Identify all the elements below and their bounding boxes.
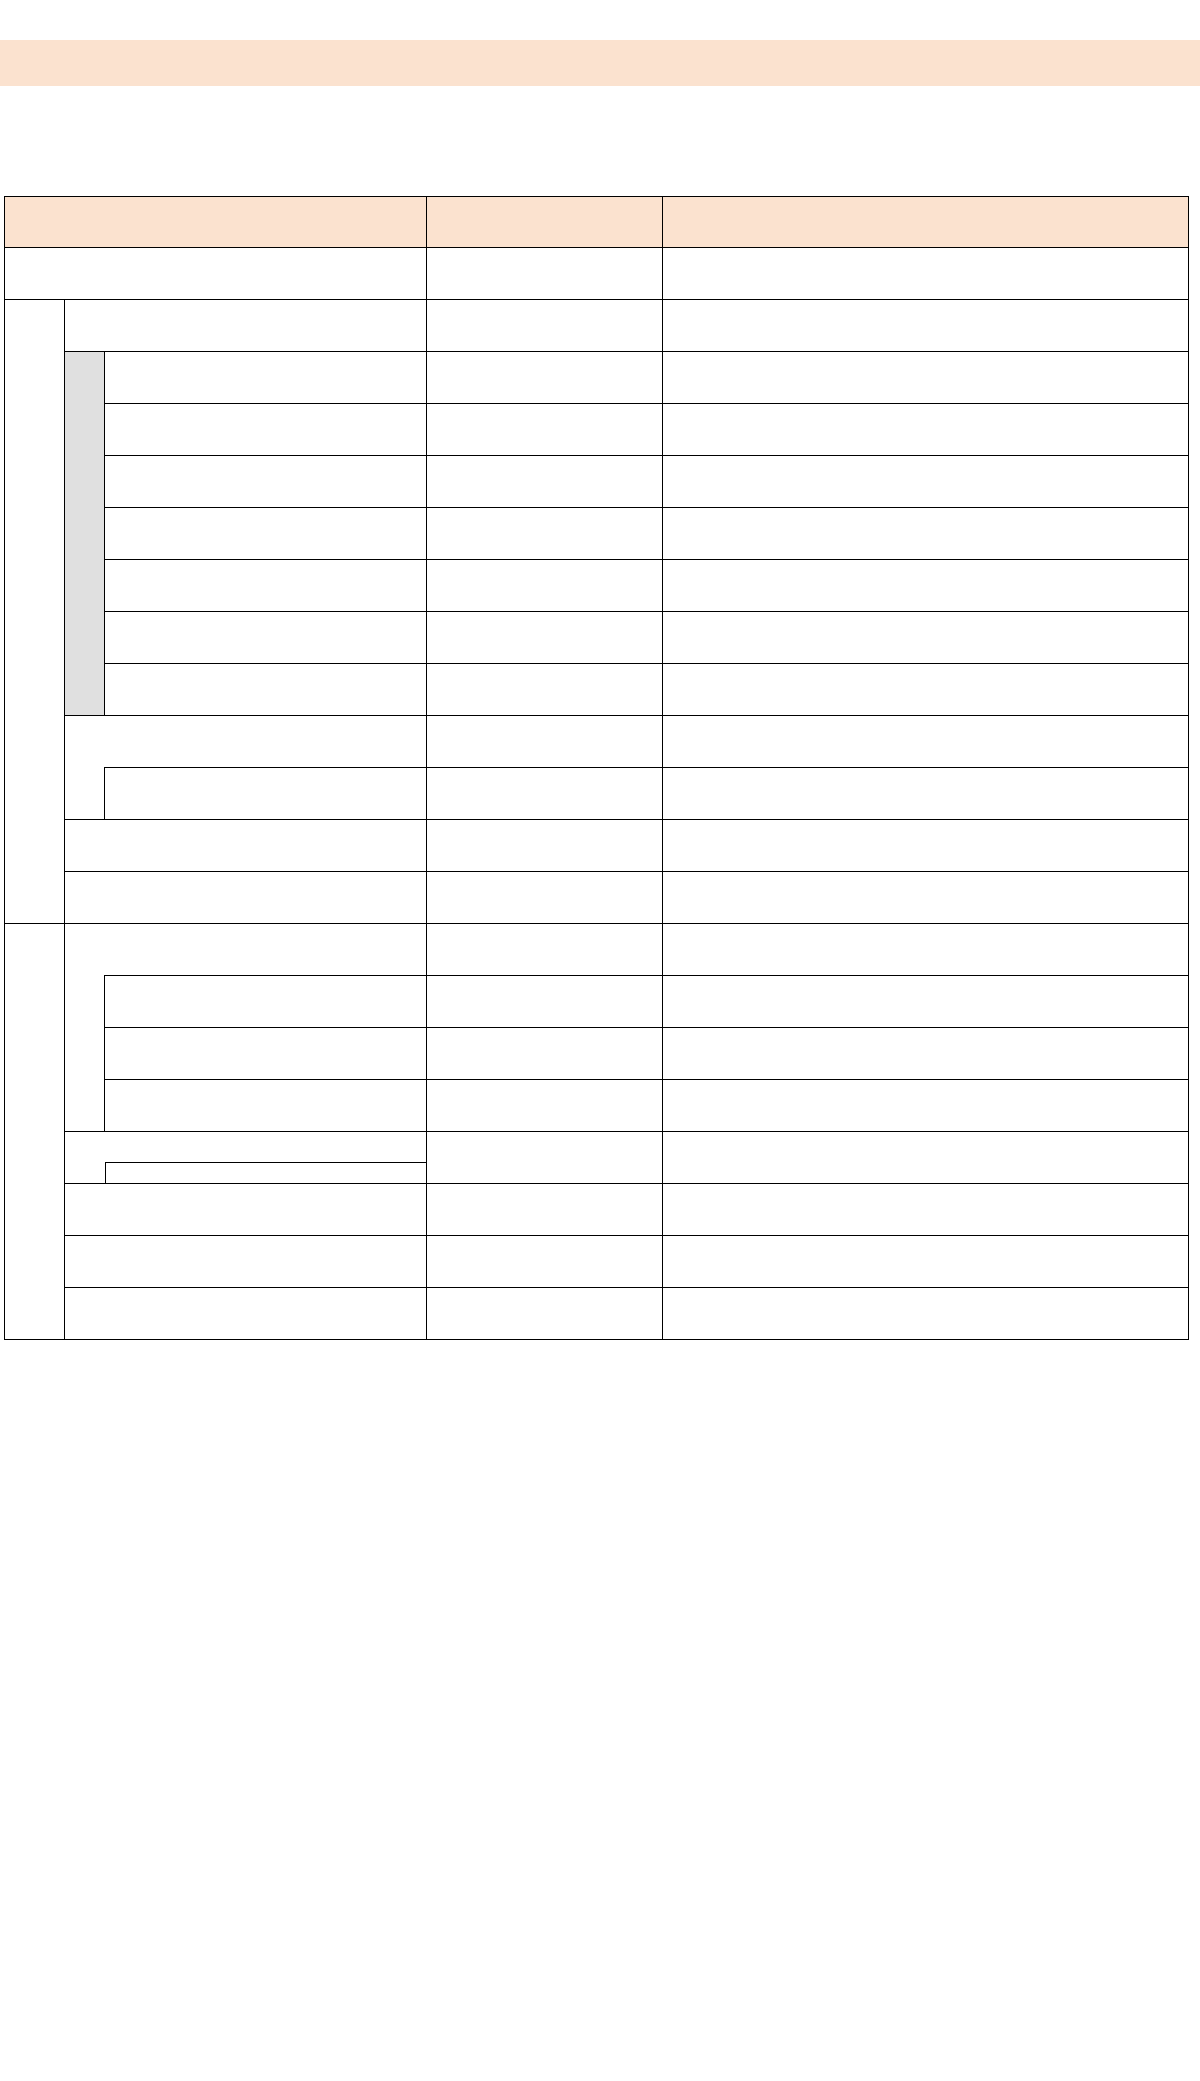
notes-cell bbox=[663, 924, 1189, 976]
notes-cell bbox=[663, 352, 1189, 404]
notes-cell bbox=[663, 768, 1189, 820]
notes-cell bbox=[663, 664, 1189, 716]
store-name bbox=[65, 1288, 427, 1340]
store-name bbox=[65, 300, 427, 352]
table-row bbox=[5, 300, 1189, 352]
notes-cell bbox=[663, 716, 1189, 768]
table-row bbox=[5, 508, 1189, 560]
notes-cell bbox=[663, 560, 1189, 612]
table-row bbox=[5, 872, 1189, 924]
hours-cell bbox=[427, 1132, 663, 1184]
notes-cell bbox=[663, 404, 1189, 456]
floor-label bbox=[5, 924, 65, 1340]
hours-cell bbox=[427, 1288, 663, 1340]
table-row bbox=[5, 1236, 1189, 1288]
store-name bbox=[105, 456, 427, 508]
hours-cell bbox=[427, 768, 663, 820]
hours-cell bbox=[427, 820, 663, 872]
hours-cell bbox=[427, 560, 663, 612]
indent-cell bbox=[65, 976, 105, 1132]
table-row bbox=[5, 976, 1189, 1028]
store-name bbox=[65, 820, 427, 872]
col-header-store bbox=[5, 197, 663, 248]
store-name bbox=[105, 560, 427, 612]
store-name bbox=[105, 404, 427, 456]
store-name bbox=[105, 1028, 427, 1080]
store-name bbox=[65, 716, 427, 768]
hours-cell bbox=[427, 456, 663, 508]
floor-label bbox=[5, 300, 65, 924]
table-row bbox=[5, 352, 1189, 404]
notes-cell bbox=[663, 872, 1189, 924]
hours-cell bbox=[427, 872, 663, 924]
hours-cell bbox=[427, 664, 663, 716]
store-name bbox=[65, 1236, 427, 1288]
notes-cell bbox=[663, 1080, 1189, 1132]
notes-cell bbox=[663, 820, 1189, 872]
hours-cell bbox=[427, 716, 663, 768]
table-row bbox=[5, 560, 1189, 612]
table-row bbox=[5, 820, 1189, 872]
theater-schedule bbox=[663, 1132, 1189, 1184]
notes-cell bbox=[663, 248, 1189, 300]
table-row bbox=[5, 1184, 1189, 1236]
hours-cell bbox=[427, 404, 663, 456]
store-name bbox=[105, 664, 427, 716]
table-row bbox=[5, 612, 1189, 664]
table-row bbox=[5, 716, 1189, 768]
theater-name bbox=[105, 1162, 427, 1183]
col-header-hours-label bbox=[426, 197, 662, 247]
table-row bbox=[5, 197, 1189, 248]
store-name bbox=[65, 924, 427, 976]
table-row bbox=[5, 664, 1189, 716]
store-name bbox=[65, 1184, 427, 1236]
period-band bbox=[0, 40, 1200, 86]
table-row bbox=[5, 1132, 1189, 1184]
hours-cell bbox=[427, 1080, 663, 1132]
store-name bbox=[105, 768, 427, 820]
notes-cell bbox=[663, 1288, 1189, 1340]
table-row bbox=[5, 456, 1189, 508]
hours-cell bbox=[427, 1236, 663, 1288]
notes-cell bbox=[663, 1236, 1189, 1288]
hours-cell bbox=[427, 1028, 663, 1080]
col-header-notes bbox=[663, 197, 1189, 248]
hours-cell bbox=[427, 300, 663, 352]
col-header-store-label bbox=[5, 197, 426, 247]
notes-cell bbox=[663, 612, 1189, 664]
hours-cell bbox=[427, 1184, 663, 1236]
hours-cell bbox=[427, 248, 663, 300]
notes-cell bbox=[663, 1028, 1189, 1080]
store-name bbox=[65, 872, 427, 924]
table-row bbox=[5, 248, 1189, 300]
hours-table bbox=[4, 196, 1189, 1340]
notes-cell bbox=[663, 508, 1189, 560]
table-row bbox=[5, 924, 1189, 976]
hours-cell bbox=[427, 924, 663, 976]
notes-cell bbox=[663, 976, 1189, 1028]
table-row bbox=[5, 404, 1189, 456]
notes-cell bbox=[663, 1184, 1189, 1236]
hours-cell bbox=[427, 508, 663, 560]
store-name bbox=[105, 612, 427, 664]
souvenir-corner-label bbox=[65, 352, 105, 716]
forest-hall-cell bbox=[65, 1132, 427, 1184]
store-name bbox=[105, 976, 427, 1028]
store-name bbox=[105, 1080, 427, 1132]
hours-cell bbox=[427, 976, 663, 1028]
store-name bbox=[105, 352, 427, 404]
notes-cell bbox=[663, 456, 1189, 508]
table-row bbox=[5, 1080, 1189, 1132]
hours-cell bbox=[427, 352, 663, 404]
hours-cell bbox=[427, 612, 663, 664]
parking-name bbox=[5, 248, 427, 300]
table-row bbox=[5, 1028, 1189, 1080]
store-name bbox=[105, 508, 427, 560]
table-row bbox=[5, 768, 1189, 820]
table-row bbox=[5, 1288, 1189, 1340]
notes-cell bbox=[663, 300, 1189, 352]
indent-cell bbox=[65, 768, 105, 820]
